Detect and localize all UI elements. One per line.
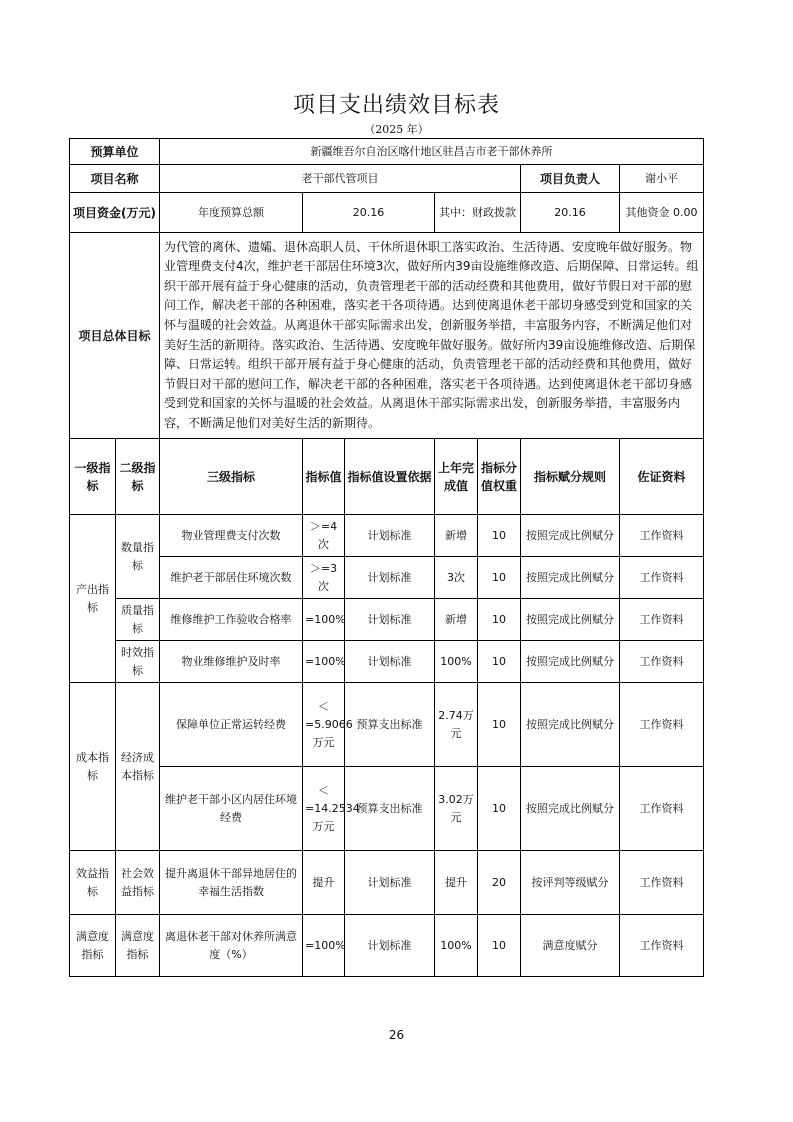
value-cell: =100% xyxy=(303,915,345,977)
header-level2: 二级指标 xyxy=(116,439,160,515)
page-number: 26 xyxy=(388,1028,405,1042)
basis-cell: 计划标准 xyxy=(345,599,435,641)
rule-cell: 按照完成比例赋分 xyxy=(521,641,620,683)
leader-value: 谢小平 xyxy=(620,165,704,193)
table-row xyxy=(70,557,704,599)
level3-cell: 物业维修维护及时率 xyxy=(160,641,303,683)
value-cell: ＞=4次 xyxy=(303,515,345,557)
header-evidence: 佐证资料 xyxy=(620,439,704,515)
funds-label: 项目资金(万元) xyxy=(70,193,160,233)
annual-label: 年度预算总额 xyxy=(160,193,303,233)
level1-cell: 产出指标 xyxy=(70,515,116,683)
level2-cell: 满意度指标 xyxy=(116,915,160,977)
basis-cell: 计划标准 xyxy=(345,641,435,683)
last-year-cell: 3.02万元 xyxy=(435,767,478,851)
evidence-cell: 工作资料 xyxy=(620,641,704,683)
weight-cell: 10 xyxy=(478,915,521,977)
header-weight: 指标分值权重 xyxy=(478,439,521,515)
project-label: 项目名称 xyxy=(70,165,160,193)
weight-cell: 20 xyxy=(478,851,521,915)
weight-cell: 10 xyxy=(478,683,521,767)
weight-cell: 10 xyxy=(478,599,521,641)
value-cell: =100% xyxy=(303,599,345,641)
evidence-cell: 工作资料 xyxy=(620,767,704,851)
weight-cell: 10 xyxy=(478,767,521,851)
header-rule: 指标赋分规则 xyxy=(521,439,620,515)
fiscal-label: 其中：财政拨款 xyxy=(435,193,521,233)
header-level1: 一级指标 xyxy=(70,439,116,515)
level3-cell: 离退休老干部对休养所满意度（%） xyxy=(160,915,303,977)
last-year-cell: 3次 xyxy=(435,557,478,599)
weight-cell: 10 xyxy=(478,515,521,557)
last-year-cell: 100% xyxy=(435,641,478,683)
level2-cell: 社会效益指标 xyxy=(116,851,160,915)
rule-cell: 按评判等级赋分 xyxy=(521,851,620,915)
level3-cell: 保障单位正常运转经费 xyxy=(160,683,303,767)
basis-cell: 计划标准 xyxy=(345,915,435,977)
page-title: 项目支出绩效目标表 xyxy=(292,93,500,118)
annual-value: 20.16 xyxy=(303,193,435,233)
level3-cell: 提升离退休干部异地居住的幸福生活指数 xyxy=(160,851,303,915)
value-cell: =100% xyxy=(303,641,345,683)
other-value: 0.00 xyxy=(673,205,698,219)
level3-cell: 维护老干部小区内居住环境经费 xyxy=(160,767,303,851)
table-row xyxy=(70,851,704,915)
rule-cell: 满意度赋分 xyxy=(521,915,620,977)
level1-cell: 效益指标 xyxy=(70,851,116,915)
weight-cell: 10 xyxy=(478,641,521,683)
last-year-cell: 提升 xyxy=(435,851,478,915)
table-row xyxy=(70,683,704,767)
level2-cell: 质量指标 xyxy=(116,599,160,641)
table-row xyxy=(70,767,704,851)
header-basis: 指标值设置依据 xyxy=(345,439,435,515)
evidence-cell: 工作资料 xyxy=(620,683,704,767)
table-row xyxy=(70,915,704,977)
value-cell: ＜=5.9066万元 xyxy=(303,683,345,767)
fiscal-value: 20.16 xyxy=(521,193,620,233)
level3-cell: 维修维护工作验收合格率 xyxy=(160,599,303,641)
table-row xyxy=(70,599,704,641)
level2-cell: 经济成本指标 xyxy=(116,683,160,851)
goal-text: 为代管的离休、遗孀、退休高职人员、干休所退休职工落实政治、生活待遇、安度晚年做好服务。物业管理费支付4次，维护老干部居住环境3次，做好所内39亩设施维修改造、后期保障、日常运转。组织干部开展有益于身心健康的活动，负责管理老干部的活动经费和其他费用，做好节假日对干部的慰问工作，解决老干部的各种困难，落实老干各项待遇。达到使离退休老干部切身感受到党和国家的关怀与温暖的社会效益。从离退休干部实际需求出发，创新服务举措，丰富服务内容，不断满足他们对美好生活的新期待。落实政治、生活待遇、安度晚年做好服务。做好所内39亩设施维修改造、后期保障、日常运转。组织干部开展有益于身心健康的活动，负责管理老干部的活动经费和其他费用，做好节假日对干部的慰问工作，解决老干部的各种困难，落实老干各项待遇。达到使离退休老干部切身感受到党和国家的关怀与温暖的社会效益。从离退休干部实际需求出发，创新服务举措，丰富服务内容，不断满足他们对美好生活的新期待。 xyxy=(160,233,704,439)
goal-label: 项目总体目标 xyxy=(70,233,160,439)
last-year-cell: 2.74万元 xyxy=(435,683,478,767)
level3-cell: 维护老干部居住环境次数 xyxy=(160,557,303,599)
level2-cell: 数量指标 xyxy=(116,515,160,599)
last-year-cell: 新增 xyxy=(435,515,478,557)
header-level3: 三级指标 xyxy=(160,439,303,515)
level1-cell: 满意度指标 xyxy=(70,915,116,977)
basis-cell: 预算支出标准 xyxy=(345,683,435,767)
basis-cell: 计划标准 xyxy=(345,515,435,557)
level2-cell: 时效指标 xyxy=(116,641,160,683)
basis-cell: 预算支出标准 xyxy=(345,767,435,851)
rule-cell: 按照完成比例赋分 xyxy=(521,515,620,557)
rule-cell: 按照完成比例赋分 xyxy=(521,683,620,767)
basis-cell: 计划标准 xyxy=(345,851,435,915)
rule-cell: 按照完成比例赋分 xyxy=(521,767,620,851)
other-value-cell xyxy=(620,193,704,233)
weight-cell: 10 xyxy=(478,557,521,599)
level3-cell: 物业管理费支付次数 xyxy=(160,515,303,557)
evidence-cell: 工作资料 xyxy=(620,915,704,977)
year-label: （2025 年） xyxy=(364,123,429,136)
evidence-cell: 工作资料 xyxy=(620,557,704,599)
evidence-cell: 工作资料 xyxy=(620,515,704,557)
evidence-cell: 工作资料 xyxy=(620,851,704,915)
unit-value: 新疆维吾尔自治区喀什地区驻昌吉市老干部休养所 xyxy=(160,139,704,165)
table-row xyxy=(70,641,704,683)
leader-label: 项目负责人 xyxy=(521,165,620,193)
header-value: 指标值 xyxy=(303,439,345,515)
project-value: 老干部代管项目 xyxy=(160,165,521,193)
value-cell: ＜=14.2534万元 xyxy=(303,767,345,851)
value-cell: 提升 xyxy=(303,851,345,915)
header-last-year: 上年完成值 xyxy=(435,439,478,515)
rule-cell: 按照完成比例赋分 xyxy=(521,599,620,641)
level1-cell: 成本指标 xyxy=(70,683,116,851)
performance-table xyxy=(69,138,704,977)
rule-cell: 按照完成比例赋分 xyxy=(521,557,620,599)
value-cell: ＞=3次 xyxy=(303,557,345,599)
last-year-cell: 新增 xyxy=(435,599,478,641)
last-year-cell: 100% xyxy=(435,915,478,977)
basis-cell: 计划标准 xyxy=(345,557,435,599)
unit-label: 预算单位 xyxy=(70,139,160,165)
other-label: 其他资金 xyxy=(625,205,670,219)
evidence-cell: 工作资料 xyxy=(620,599,704,641)
table-row xyxy=(70,515,704,557)
